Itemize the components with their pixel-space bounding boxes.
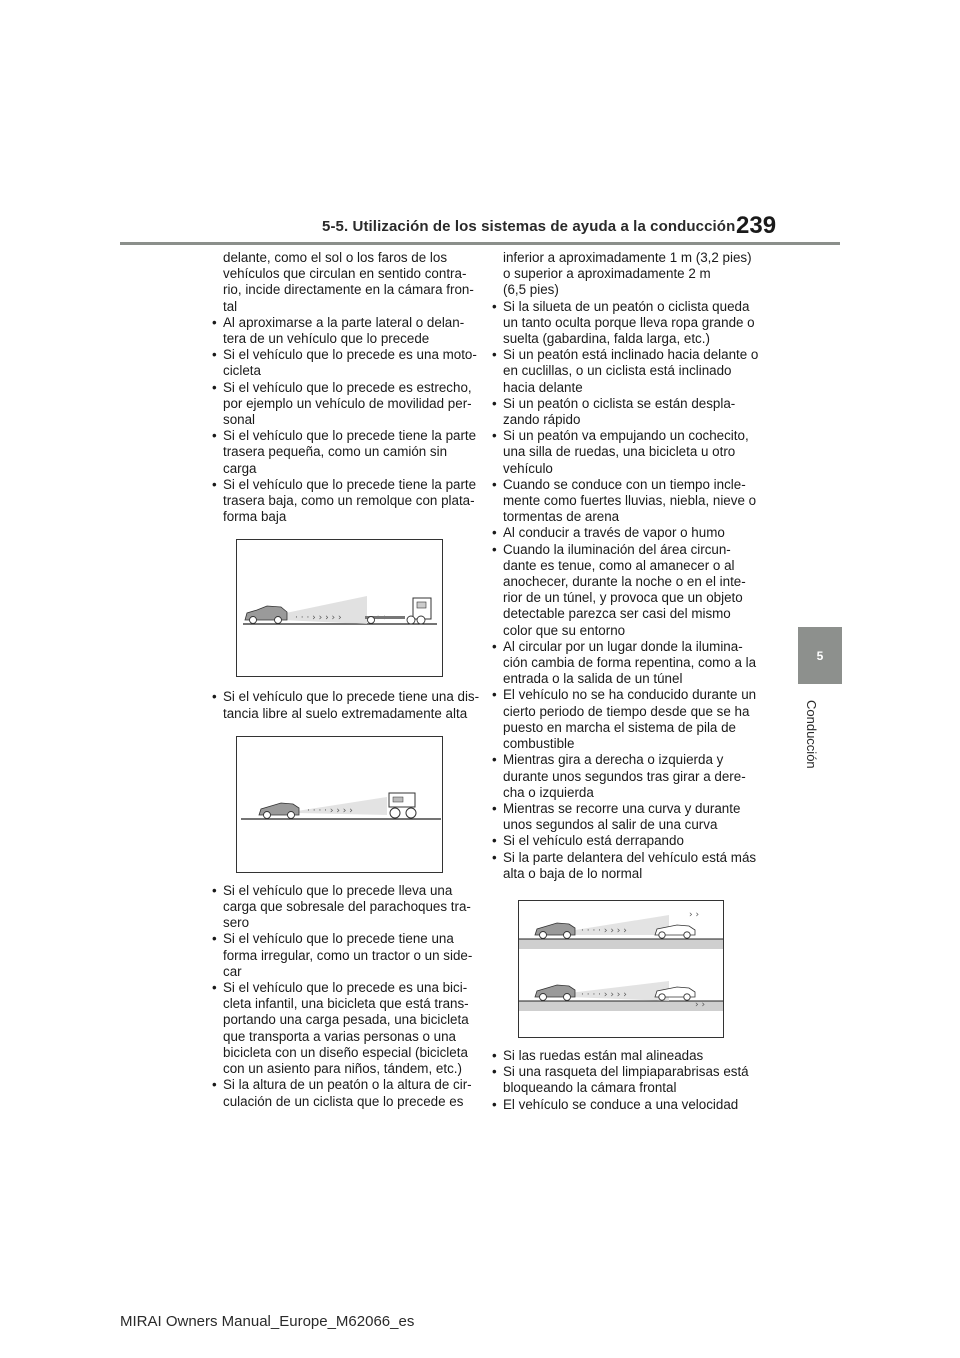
list-item xyxy=(212,428,477,477)
illustration-low-trailer xyxy=(236,539,443,677)
list-item-line: Si un peatón o ciclista se están despla- xyxy=(503,395,736,411)
bullet-marker: • xyxy=(492,1096,497,1112)
list-item-line: cha o izquierda xyxy=(503,784,594,800)
svg-text:· · · › › › › ›: · · · › › › › › xyxy=(295,613,342,624)
list-item-line: cicleta xyxy=(223,363,261,379)
list-item xyxy=(492,347,759,396)
list-item xyxy=(492,396,754,428)
svg-text:· · · · › › › ›: · · · · › › › › xyxy=(307,805,353,816)
svg-text:› ›: › › xyxy=(695,999,706,1010)
list-item xyxy=(492,687,757,752)
high-clearance-drawing xyxy=(237,737,442,872)
list-item-line: un tanto oculta porque lleva ropa grande o xyxy=(503,314,755,330)
list-item-line: puesto en marcha el sistema de pila de xyxy=(503,719,736,735)
left-intro xyxy=(212,250,474,315)
left-bullets-a xyxy=(212,314,477,526)
list-item-line: trasera pequeña, como un camión sin xyxy=(223,444,448,460)
list-item-line: ción cambia de forma repentina, como a la xyxy=(503,655,757,671)
list-item-line: unos segundos al salir de una curva xyxy=(503,817,718,833)
bullet-marker: • xyxy=(212,347,217,363)
list-item xyxy=(212,931,474,980)
list-item xyxy=(212,980,474,1077)
list-item-line: Si una rasqueta del limpiaparabrisas está xyxy=(503,1064,749,1080)
list-item xyxy=(212,315,474,347)
list-item-line: detectable parezca ser casi del mismo xyxy=(503,606,731,622)
list-item-line: Si la altura de un peatón o la altura de cir- xyxy=(223,1077,472,1093)
list-item-line: Si el vehículo que lo precede tiene una xyxy=(223,931,454,947)
bullet-marker: • xyxy=(492,638,497,654)
list-item xyxy=(492,849,757,882)
list-item-line: trasera baja, como un remolque con plata- xyxy=(223,493,475,509)
list-item-line: hacia delante xyxy=(503,379,583,395)
list-item-line: durante unos segundos tras girar a dere- xyxy=(503,768,746,784)
illustration-curve-detection xyxy=(518,900,724,1038)
list-item-line: Cuando se conduce con un tiempo incle- xyxy=(503,476,746,492)
list-item-line: vehículo xyxy=(503,460,553,476)
list-item xyxy=(212,476,477,526)
text-line: (6,5 pies) xyxy=(503,282,559,298)
list-item-line: tancia libre al suelo extremadamente alta xyxy=(223,705,468,721)
list-item-line: entrada o la salida de un túnel xyxy=(503,671,683,687)
list-item-line: rior de un túnel, y provoca que un objeto xyxy=(503,590,743,606)
chapter-tab[interactable] xyxy=(798,627,842,684)
list-item-line: Si el vehículo está derrapando xyxy=(503,833,684,849)
bullet-marker: • xyxy=(212,1077,217,1093)
list-item xyxy=(492,801,754,833)
list-item-line: tormentas de arena xyxy=(503,509,620,525)
text-line: rio, incide directamente en la cámara fron- xyxy=(223,282,474,298)
list-item-line: que transporta a varias personas o una xyxy=(223,1028,456,1044)
left-bullets-b xyxy=(212,689,480,721)
list-item-line: Si la silueta de un peatón o ciclista queda xyxy=(503,298,750,314)
list-item-line: Al circular por un lugar donde la ilumina- xyxy=(503,638,743,654)
bullet-marker: • xyxy=(492,849,497,865)
list-item xyxy=(212,380,474,429)
bullet-marker: • xyxy=(492,687,497,703)
text-line: o superior a aproximadamente 2 m xyxy=(503,266,711,282)
list-item xyxy=(492,1048,754,1064)
list-item xyxy=(212,883,474,932)
header-divider xyxy=(120,242,840,245)
list-item xyxy=(492,476,757,526)
bullet-marker: • xyxy=(492,833,497,849)
list-item-line: por ejemplo un vehículo de movilidad per- xyxy=(223,395,472,411)
list-item-line: car xyxy=(223,963,242,979)
list-item-line: cleta infantil, una bicicleta que está trans- xyxy=(223,996,469,1012)
list-item-line: Si el vehículo que lo precede es una moto- xyxy=(223,347,477,363)
list-item xyxy=(492,299,754,348)
chapter-number: 5 xyxy=(816,648,824,663)
list-item xyxy=(492,833,754,849)
list-item-line: Si la parte delantera del vehículo está más xyxy=(503,849,757,865)
list-item-line: sero xyxy=(223,915,250,931)
list-item-line: Mientras se recorre una curva y durante xyxy=(503,800,741,816)
list-item-line: Al aproximarse a la parte lateral o delan- xyxy=(223,314,465,330)
list-item xyxy=(492,542,754,639)
list-item-line: portando una carga pesada, una bicicleta xyxy=(223,1012,469,1028)
bullet-marker: • xyxy=(492,752,497,768)
list-item-line: Si un peatón va empujando un cochecito, xyxy=(503,428,749,444)
text-line: vehículos que circulan en sentido contra- xyxy=(223,266,467,282)
right-bullets-a xyxy=(492,298,759,882)
list-item-line: Cuando la iluminación del área circun- xyxy=(503,541,731,557)
list-item-line: Si un peatón está inclinado hacia delante o xyxy=(503,347,759,363)
list-item-line: suelta (gabardina, falda larga, etc.) xyxy=(503,331,710,347)
bullet-marker: • xyxy=(492,476,497,492)
right-column xyxy=(492,250,759,1113)
list-item-line: forma baja xyxy=(223,509,287,525)
list-item-line: Si el vehículo que lo precede tiene la parte xyxy=(223,428,477,444)
list-item-line: forma irregular, como un tractor o un side- xyxy=(223,947,473,963)
list-item-line: Si el vehículo que lo precede lleva una xyxy=(223,882,453,898)
right-intro xyxy=(492,250,754,299)
list-item-line: Si el vehículo que lo precede es una bici- xyxy=(223,980,468,996)
section-title: 5-5. Utilización de los sistemas de ayuda a la conducción xyxy=(322,218,736,235)
list-item xyxy=(492,1097,754,1113)
bullet-marker: • xyxy=(492,428,497,444)
list-item-line: Si las ruedas están mal alineadas xyxy=(503,1047,704,1063)
bullet-marker: • xyxy=(492,1064,497,1080)
bullet-marker: • xyxy=(212,689,217,705)
bullet-marker: • xyxy=(212,882,217,898)
list-item-line: mente como fuertes lluvias, niebla, nieve o xyxy=(503,493,757,509)
right-bullets-b xyxy=(492,1048,754,1113)
list-item-line: bloqueando la cámara frontal xyxy=(503,1080,677,1096)
bullet-marker: • xyxy=(212,428,217,444)
curve-detection-drawing xyxy=(519,901,723,1037)
bullet-marker: • xyxy=(492,298,497,314)
list-item xyxy=(212,1077,474,1109)
bullet-marker: • xyxy=(492,395,497,411)
list-item xyxy=(492,428,754,477)
bullet-marker: • xyxy=(492,525,497,541)
bullet-marker: • xyxy=(492,800,497,816)
list-item-line: anochecer, durante la noche o en el inte- xyxy=(503,574,746,590)
list-item-line: dante es tenue, como al amanecer o al xyxy=(503,557,735,573)
list-item-line: sonal xyxy=(223,412,256,428)
list-item-line: alta o baja de lo normal xyxy=(503,865,643,881)
bullet-marker: • xyxy=(212,379,217,395)
list-item-line: Mientras gira a derecha o izquierda y xyxy=(503,752,724,768)
svg-text:› ›: › › xyxy=(689,909,700,920)
list-item-line: Si el vehículo que lo precede tiene la parte xyxy=(223,476,477,492)
left-bullets-c xyxy=(212,883,474,1110)
list-item-line: cierto periodo de tiempo desde que se ha xyxy=(503,703,750,719)
list-item-line: combustible xyxy=(503,736,575,752)
list-item xyxy=(212,689,480,721)
bullet-marker: • xyxy=(492,541,497,557)
footer-text: MIRAI Owners Manual_Europe_M62066_es xyxy=(120,1313,415,1330)
bullet-marker: • xyxy=(212,931,217,947)
list-item xyxy=(492,752,754,801)
list-item-line: color que su entorno xyxy=(503,622,626,638)
bullet-marker: • xyxy=(492,347,497,363)
illustration-high-clearance xyxy=(236,736,443,873)
list-item-line: tera de un vehículo que lo precede xyxy=(223,331,430,347)
list-item xyxy=(492,525,754,541)
text-line: inferior a aproximadamente 1 m (3,2 pies) xyxy=(503,250,752,265)
list-item-line: una silla de ruedas, una bicicleta u otro xyxy=(503,444,736,460)
page-number: 239 xyxy=(736,212,777,239)
list-item xyxy=(492,638,757,688)
svg-text:· · · · › › › ›: · · · · › › › › xyxy=(581,989,627,1000)
bullet-marker: • xyxy=(212,314,217,330)
list-item-line: Al conducir a través de vapor o humo xyxy=(503,525,725,541)
low-trailer-drawing xyxy=(237,540,442,676)
text-line: delante, como el sol o los faros de los xyxy=(223,250,448,265)
list-item-line: en cuclillas, o un ciclista está inclinado xyxy=(503,363,732,379)
bullet-marker: • xyxy=(212,476,217,492)
bullet-marker: • xyxy=(492,1047,497,1063)
svg-text:· · · · › › › ›: · · · · › › › › xyxy=(581,925,627,936)
list-item-line: El vehículo se conduce a una velocidad xyxy=(503,1096,739,1112)
list-item xyxy=(492,1064,754,1096)
list-item-line: culación de un ciclista que lo precede es xyxy=(223,1093,464,1109)
text-line: tal xyxy=(223,298,238,314)
left-column xyxy=(212,250,480,1110)
list-item-line: Si el vehículo que lo precede es estrecho, xyxy=(223,379,472,395)
list-item-line: carga xyxy=(223,460,257,476)
list-item-line: Si el vehículo que lo precede tiene una dis- xyxy=(223,689,480,705)
list-item xyxy=(212,347,477,379)
chapter-label: Conducción xyxy=(804,700,819,769)
bullet-marker: • xyxy=(212,980,217,996)
list-item-line: con un asiento para niños, tándem, etc.) xyxy=(223,1061,462,1077)
list-item-line: zando rápido xyxy=(503,412,581,428)
list-item-line: El vehículo no se ha conducido durante un xyxy=(503,687,757,703)
list-item-line: bicicleta con un diseño especial (bicicleta xyxy=(223,1044,468,1060)
list-item-line: carga que sobresale del parachoques tra- xyxy=(223,899,471,915)
